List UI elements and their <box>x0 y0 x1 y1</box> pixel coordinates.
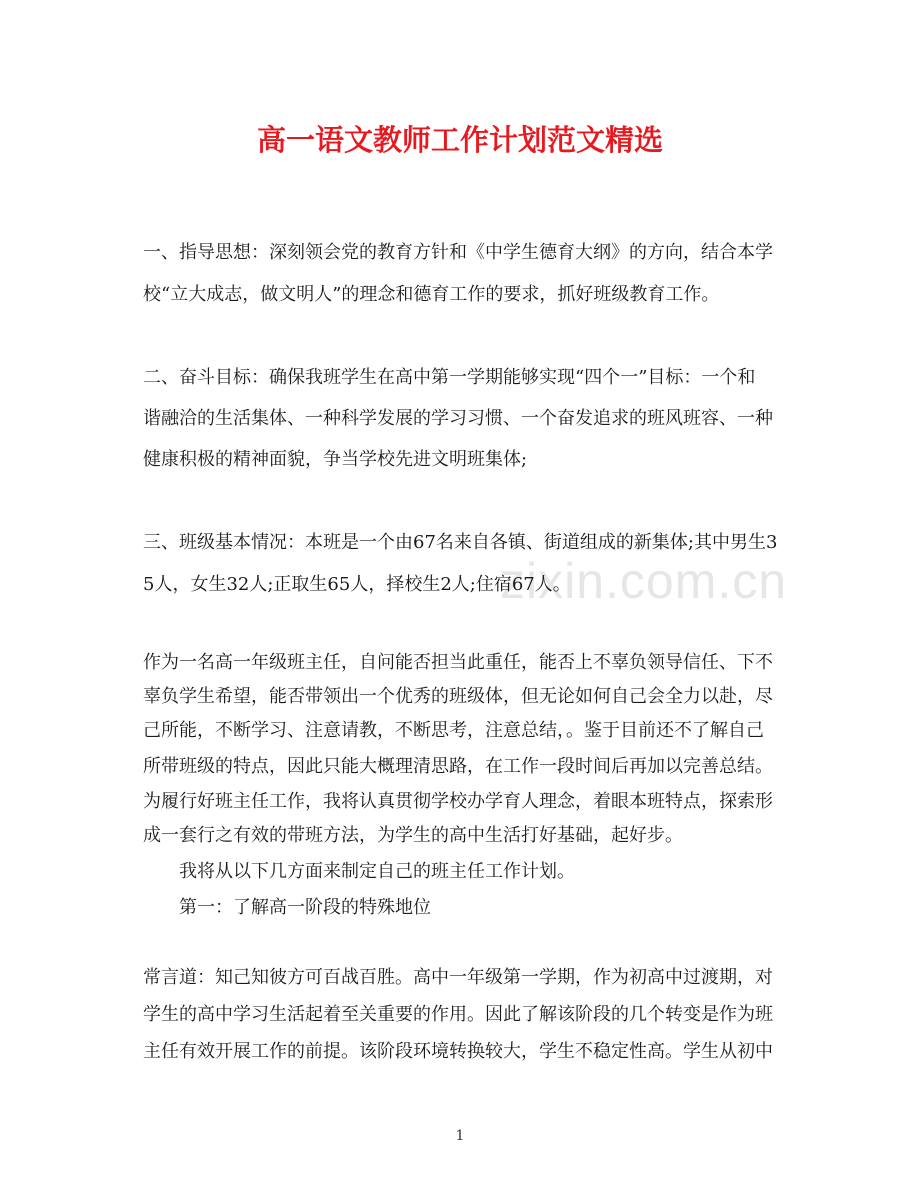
paragraph-line: 三、班级基本情况：本班是一个由67名来自各镇、街道组成的新集体;其中男生3 <box>143 532 778 553</box>
paragraph-line: 成一套行之有效的带班方法，为学生的高中生活打好基础，起好步。 <box>143 825 683 846</box>
watermark: zixin.com.cn <box>500 553 788 609</box>
paragraph-line: 为履行好班主任工作，我将认真贯彻学校办学育人理念，着眼本班特点，探索形 <box>143 791 773 812</box>
document-title: 高一语文教师工作计划范文精选 <box>256 123 663 157</box>
paragraph-line: 二、奋斗目标：确保我班学生在高中第一学期能够实现“四个一”目标：一个和 <box>143 367 756 388</box>
paragraph-line: 常言道：知己知彼方可百战百胜。高中一年级第一学期，作为初高中过渡期，对 <box>143 967 773 988</box>
paragraph-line: 己所能，不断学习、注意请教，不断思考，注意总结，。鉴于目前还不了解自己 <box>143 720 764 741</box>
paragraph-line: 5人，女生32人;正取生65人，择校生2人;住宿67人。 <box>143 574 571 595</box>
page-number: 1 <box>455 1128 465 1144</box>
paragraph-line: 谐融洽的生活集体、一种科学发展的学习习惯、一个奋发追求的班风班容、一种 <box>143 408 773 429</box>
paragraph-line: 学生的高中学习生活起着至关重要的作用。因此了解该阶段的几个转变是作为班 <box>143 1004 773 1025</box>
paragraph-line: 校“立大成志，做文明人”的理念和德育工作的要求，抓好班级教育工作。 <box>143 284 720 305</box>
paragraph-line: 作为一名高一年级班主任，自问能否担当此重任，能否上不辜负领导信任、下不 <box>143 652 773 673</box>
paragraph-line: 主任有效开展工作的前提。该阶段环境转换较大，学生不稳定性高。学生从初中 <box>143 1041 773 1062</box>
paragraph-line: 健康积极的精神面貌，争当学校先进文明班集体; <box>143 449 528 470</box>
paragraph-line: 一、指导思想：深刻领会党的教育方针和《中学生德育大纲》的方向，结合本学 <box>143 242 773 263</box>
paragraph-line: 所带班级的特点，因此只能大概理清思路，在工作一段时间后再加以完善总结。 <box>143 756 773 777</box>
section-heading: 第一：了解高一阶段的特殊地位 <box>179 897 431 918</box>
paragraph-line: 辜负学生希望，能否带领出一个优秀的班级体，但无论如何自己会全力以赴，尽 <box>143 686 773 707</box>
paragraph-line: 我将从以下几方面来制定自己的班主任工作计划。 <box>179 861 575 882</box>
